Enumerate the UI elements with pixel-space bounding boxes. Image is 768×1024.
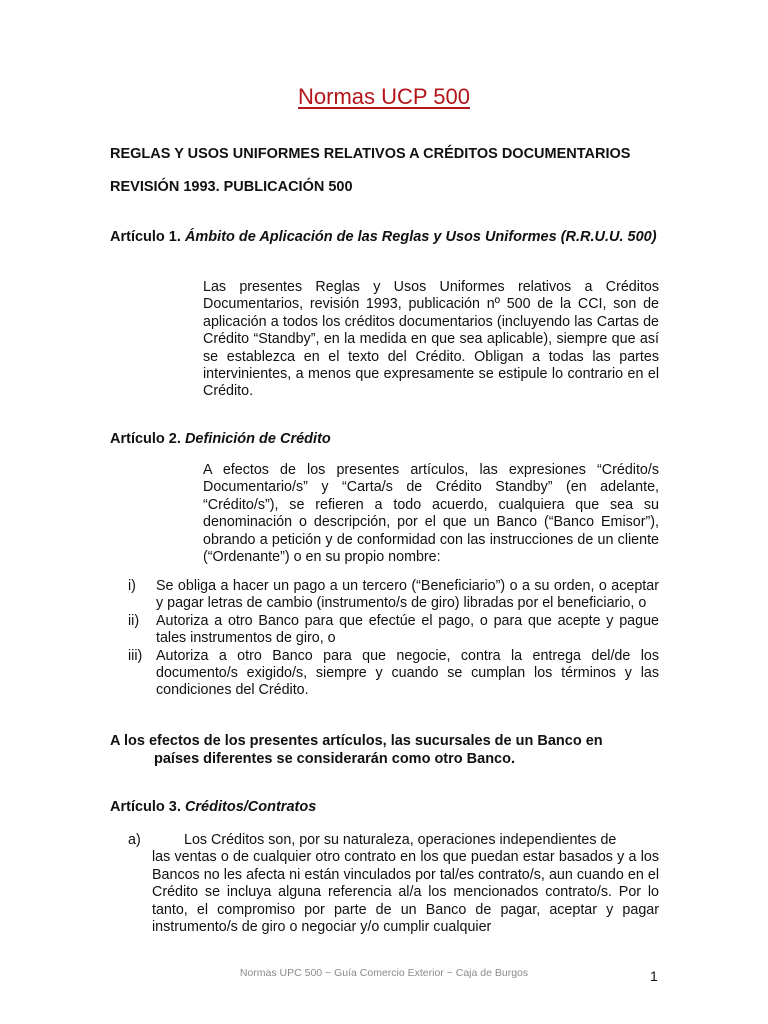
article-1-body: Las presentes Reglas y Usos Uniformes relativos a Créditos Documentarios, revisión 1993, publicación nº 500 de la CCI, son de aplicación a todos los créditos documentarios (incluyendo las Cartas de Crédito “Standby”, en la medida en que sea aplicable), siempre que así se establezca en el texto del Crédito. Obligan a todas las partes intervinientes, a menos que expresamente se estipule lo contrario en el Crédito.: [203, 279, 659, 400]
branches-note-line-2: países diferentes se considerarán como otro Banco.: [154, 751, 516, 767]
clause-marker: a): [128, 832, 141, 848]
article-3-heading: [110, 798, 660, 816]
branches-note: [110, 732, 660, 768]
list-item-text: Se obliga a hacer un pago a un tercero (“Beneficiario”) o a su orden, o aceptar y pagar letras de cambio (instrumento/s de giro) libradas por el beneficiario, o: [156, 578, 659, 612]
list-item-text: Autoriza a otro Banco para que efectúe el pago, o para que acepte y pague tales instrumentos de giro, o: [156, 612, 659, 647]
list-item: [128, 613, 659, 648]
document-title: Normas UCP 500: [298, 84, 470, 109]
list-marker: iii): [128, 647, 143, 664]
page-number: 1: [650, 968, 658, 984]
page-footer: Normas UPC 500 ~ Guía Comercio Exterior ~ Caja de Burgos: [239, 967, 529, 979]
article-2-heading: [110, 430, 660, 448]
clause-continuation: las ventas o de cualquier otro contrato en los que puedan estar basados y a los Bancos no les afecta ni están vinculados por tal/es contrato/s, aun cuando en el Crédito se incluya alguna referencia al/a los mencionados contrato/s. Por lo tanto, el compromiso por parte de un Banco de pagar, aceptar y pagar instrumento/s de giro o negociar y/o cumplir cualquier: [152, 849, 659, 936]
article-1-heading: [110, 228, 660, 246]
list-marker: i): [128, 578, 136, 594]
list-item: [128, 648, 659, 700]
branches-note-line-1: A los efectos de los presentes artículos, las sucursales de un Banco en: [110, 733, 603, 749]
main-heading: REGLAS Y USOS UNIFORMES RELATIVOS A CRÉDITOS DOCUMENTARIOS: [110, 146, 631, 162]
list-marker: ii): [128, 612, 140, 629]
article-1-title: Ámbito de Aplicación de las Reglas y Usos Uniformes (R.R.U.U. 500): [184, 229, 657, 245]
list-item: [128, 578, 659, 613]
article-2-title: Definición de Crédito: [184, 431, 331, 447]
article-3-clause-a: [128, 832, 659, 936]
article-2-label: Artículo 2.: [110, 431, 181, 447]
article-3-title: Créditos/Contratos: [184, 799, 317, 815]
article-2-body: A efectos de los presentes artículos, las expresiones “Crédito/s Documentario/s” y “Carta/s de Crédito Standby” (en adelante, “Crédito/s”), se refieren a todo acuerdo, cualquiera que sea su denominación o descripción, por el que un Banco (“Banco Emisor”), obrando a petición y de conformidad con las instrucciones de un cliente (“Ordenante”) o en su propio nombre:: [203, 462, 659, 566]
clause-first-line: Los Créditos son, por su naturaleza, operaciones independientes de: [184, 832, 617, 848]
article-1-label: Artículo 1.: [110, 229, 181, 245]
definition-list: [128, 578, 659, 700]
revision-heading: REVISIÓN 1993. PUBLICACIÓN 500: [110, 179, 353, 195]
article-3-label: Artículo 3.: [110, 799, 181, 815]
list-item-text: Autoriza a otro Banco para que negocie, contra la entrega del/de los documento/s exigido/s, siempre y cuando se cumplan los términos y las condiciones del Crédito.: [156, 647, 659, 699]
